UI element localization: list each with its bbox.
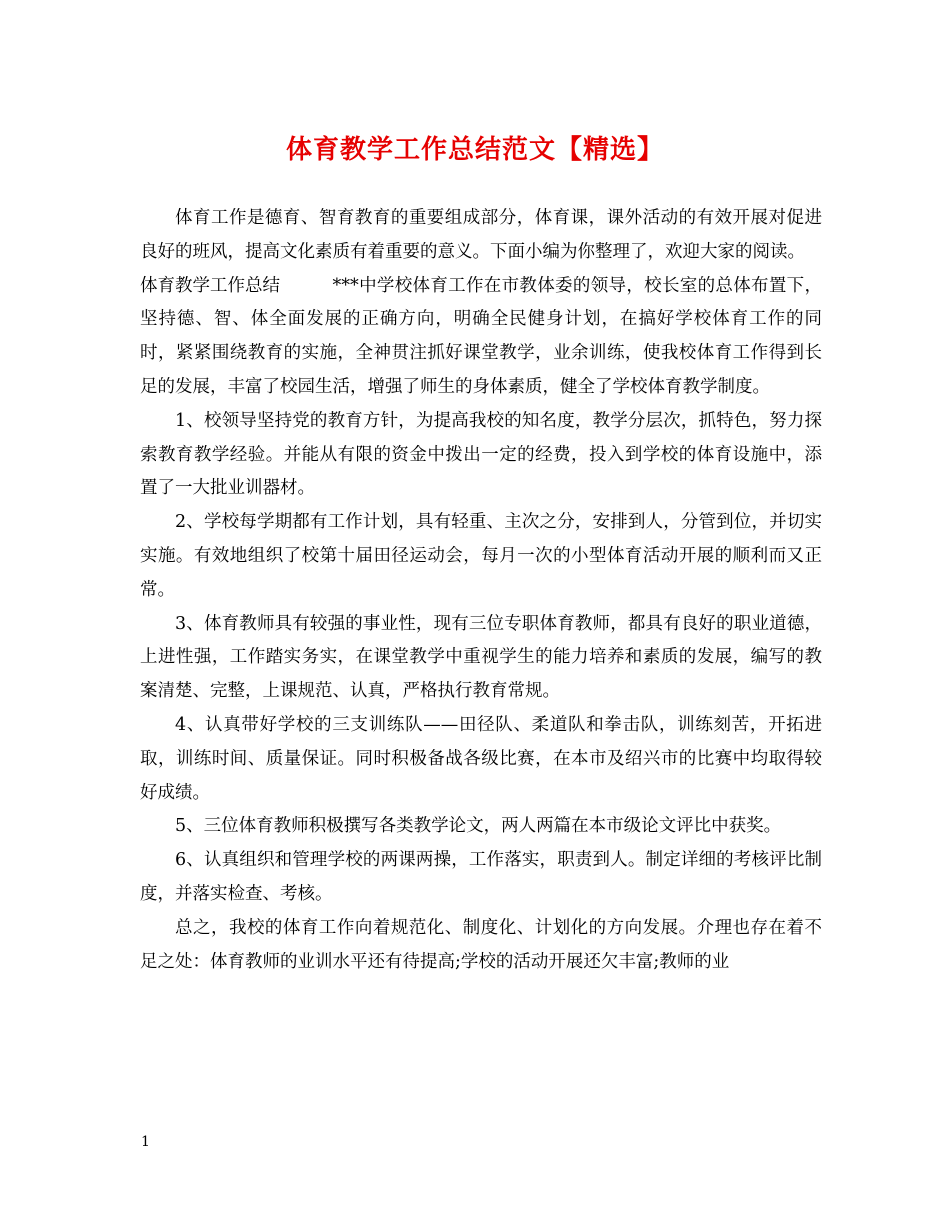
lead-label: 体育教学工作总结 bbox=[140, 275, 280, 296]
paragraph-1: 1、校领导坚持党的教育方针，为提高我校的知名度，教学分层次，抓特色，努力探索教育教学经验。并能从有限的资金中拨出一定的经费，投入到学校的体育设施中，添置了一大批业训器材。 bbox=[140, 410, 822, 499]
paragraph-3: 3、体育教师具有较强的事业性，现有三位专职体育教师，都具有良好的职业道德，上进性强，工作踏实务实，在课堂教学中重视学生的能力培养和素质的发展，编写的教案清楚、完整，上课规范、认真，严格执行教育常规。 bbox=[140, 613, 822, 702]
lead-text: ***中学校体育工作在市教体委的领导，校长室的总体布置下，坚持德、智、体全面发展的正确方向，明确全民健身计划，在搞好学校体育工作的同时，紧紧围绕教育的实施，全神贯注抓好课堂教学，业余训练，使我校体育工作得到长足的发展，丰富了校园生活，增强了师生的身体素质，健全了学校体育教学制度。 bbox=[140, 275, 822, 397]
paragraph-2: 2、学校每学期都有工作计划，具有轻重、主次之分，安排到人，分管到位，并切实实施。有效地组织了校第十届田径运动会，每月一次的小型体育活动开展的顺利而又正常。 bbox=[140, 512, 822, 600]
intro-paragraph: 体育工作是德育、智育教育的重要组成部分，体育课，课外活动的有效开展对促进良好的班风，提高文化素质有着重要的意义。下面小编为你整理了，欢迎大家的阅读。 bbox=[140, 208, 822, 262]
document-body bbox=[140, 202, 822, 979]
lead-paragraph bbox=[140, 270, 822, 405]
page-number: 1 bbox=[141, 1134, 150, 1150]
paragraph-4: 4、认真带好学校的三支训练队——田径队、柔道队和拳击队，训练刻苦，开拓进取，训练时间、质量保证。同时积极备战各级比赛，在本市及绍兴市的比赛中均取得较好成绩。 bbox=[140, 714, 822, 803]
document-title: 体育教学工作总结范文【精选】 bbox=[285, 135, 664, 165]
paragraph-5: 5、三位体育教师积极撰写各类教学论文，两人两篇在本市级论文评比中获奖。 bbox=[175, 816, 782, 837]
summary-paragraph: 总之，我校的体育工作向着规范化、制度化、计划化的方向发展。介理也存在着不足之处：体育教师的业训水平还有待提高;学校的活动开展还欠丰富;教师的业 bbox=[140, 917, 822, 972]
paragraph-6: 6、认真组织和管理学校的两课两操，工作落实，职责到人。制定详细的考核评比制度，并落实检查、考核。 bbox=[140, 850, 822, 904]
